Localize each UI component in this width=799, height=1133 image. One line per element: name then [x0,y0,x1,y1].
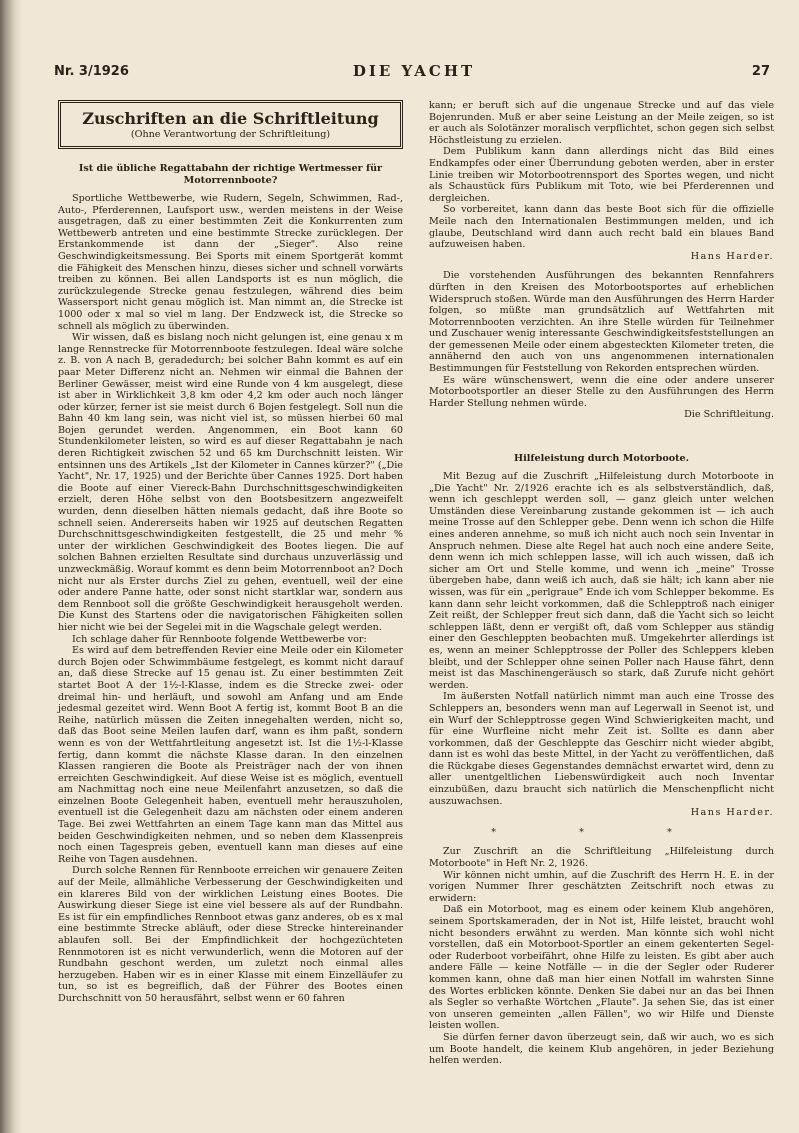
paragraph: Wir wissen, daß es bislang noch nicht gelungen ist, eine genau x m lange Rennstrecke für Motorrennboote festzulegen. Ideal wäre solche z. B. von A nach B, geradedurch; bei solcher Bahn kommt es auf ein paar Meter Differenz nicht an. Nehmen wir einmal die Bahnen der Berliner Gewässer, meist wird eine Runde von 4 km ausgelegt, diese ist aber in Wirklichkeit 3,8 km oder 4,2 km oder auch noch länger oder kürzer, ferner ist sie meist durch 6 Bojen festgelegt. Soll nun die Bahn 40 km lang sein, was nicht viel ist, so müssen hierbei 60 mal Bojen gerundet werden. Angenommen, ein Boot kann 60 Stundenkilometer leisten, so wird es auf dieser Regattabahn je nach deren Richtigkeit zwischen 52 und 65 km Durchschnitt leisten. Wir entsinnen uns des Artikels „Ist der Kilometer in Cannes kürzer?" („Die Yacht", Nr. 17, 1925) und der Berichte über Cannes 1925. Dort haben die Boote auf einer Viereck-Bahn Durchschnittsgeschwindigkeiten erzielt, deren Höhe selbst von den Bootsbesitzern angezweifelt wurden, denn dieselben hätten niemals gedacht, daß ihre Boote so schnell seien. Andererseits haben wir 1925 auf deutschen Regatten Durchschnittsgeschwindigkeiten festgestellt, die 25 und mehr % unter der wirklichen Geschwindigkeit des Bootes liegen. Die auf solchen Bahnen erzielten Resultate sind durchaus unzuverlässig und unzweckmäßig. Worauf kommt es denn beim Motorrennboot an? Doch nicht nur als Erster durchs Ziel zu gehen, eventuell, weil der eine oder andere Panne hatte, oder sonst nicht startklar war, sondern aus dem Rennboot soll die größte Geschwindigkeit herausgeholt werden. Die Kunst des Startens oder die navigatorischen Fähigkeiten sollen hier nicht wie bei der Segelei mit in die Wagschale gelegt werden. [58,332,403,633]
author-signature: Hans Harder. [690,250,774,262]
section-title-box [58,100,403,149]
editor-reply-paragraph: Die vorstehenden Ausführungen des bekannten Rennfahrers dürften in den Kreisen des Motorbootsportes auf erheblichen Widerspruch stoßen. Würde man den Ausführungen des Herrn Harder folgen, so müßte man grundsätzlich auf Wettfahrten mit Motorrennbooten verzichten. An ihre Stelle würden für Teilnehmer und Zuschauer wenig interessante Geschwindigkeitsfeststellungen an der gemessenen Meile oder einem abgesteckten Kilometer treten, die annähernd den auch von uns angenommenen internationalen Bestimmungen für Feststellung von Rekorden entsprechen würden. [429,270,774,375]
paragraph: Im äußersten Notfall natürlich nimmt man auch eine Trosse des Schleppers an, besonders wenn man auf Legerwall in Seenot ist, und ein Wurf der Schlepptrosse gegen Wind Schwierigkeiten macht, und für eine Wurfleine nicht mehr Zeit ist. Sollte es dann aber vorkommen, daß der Geschleppte das Geschirr nicht wieder abgibt, dann ist es wohl das beste Mittel, in der Yacht zu veröffentlichen, daß die Rückgabe dieses Gegenstandes demnächst erwartet wird, denn zu aller unentgeltlichen Liebenswürdigkeit auch noch Inventar einzubüßen, dazu braucht sich natürlich die Menschenpflicht nicht auszuwachsen. [429,691,774,807]
spacer [429,431,774,453]
article-heading: Ist die übliche Regattabahn der richtige Wertmesser für Motorrennboote? [78,163,383,186]
letter-paragraph: Daß ein Motorboot, mag es einem oder keinem Klub angehören, seinem Sportskameraden, der in Not ist, Hilfe leistet, braucht wohl nicht besonders erwähnt zu werden. Man könnte sich wohl nicht vorstellen, daß ein Motorboot-Sportler an einem gekenterten Segel- oder Ruderboot vorbeifährt, ohne Hilfe zu leisten. Es gibt aber auch andere Fälle — keine Notfälle — in die der Segler oder Ruderer kommen kann, ohne daß man hier einen Notfall im wahrsten Sinne des Wortes erblicken könnte. Denken Sie dabei nur an das bei Ihnen als Segler so verhaßte Wörtchen „Flaute". Ja sehen Sie, das ist einer von unseren gemeinten „allen Fällen", wo wir Hilfe und Dienste leisten wollen. [429,904,774,1032]
section-title: Zuschriften an die Schriftleitung [82,109,379,128]
magazine-page [54,0,774,1133]
right-column [429,100,774,1067]
paragraph: Dem Publikum kann dann allerdings nicht das Bild eines Endkampfes oder einer Überrundung geboten werden, aber in erster Linie treiben wir Motorbootrennsport des Sportes wegen, und nicht als Schaustück fürs Publikum mit Toto, wie bei Pferderennen und dergleichen. [429,146,774,204]
paragraph: kann; er beruft sich auf die ungenaue Strecke und auf das viele Bojenrunden. Muß er aber seine Leistung an der Meile zeigen, so ist er auch als Solotänzer moralisch verpflichtet, schon gegen sich selbst Höchstleistung zu erzielen. [429,100,774,146]
letter-paragraph: Sie dürfen ferner davon überzeugt sein, daß wir auch, wo es sich um Boote handelt, die keinem Klub angehören, in jeder Beziehung helfen werden. [429,1031,774,1067]
letter-paragraph: Wir können nicht umhin, auf die Zuschrift des Herrn H. E. in der vorigen Nummer Ihrer geschätzten Zeitschrift noch etwas zu erwidern: [429,869,774,904]
magazine-title: DIE YACHT [352,62,476,80]
section-subtitle: (Ohne Verantwortung der Schriftleitung) [130,129,331,140]
paragraph: Ich schlage daher für Rennboote folgende Wettbewerbe vor: [72,633,367,645]
paragraph: Es wird auf dem betreffenden Revier eine Meile oder ein Kilometer durch Bojen oder Schwimmbäume festgelegt, es kommt nicht darauf an, daß diese Strecke auf 15 genau ist. Zu einer bestimmten Zeit startet Boot A der 1½-l-Klasse, indem es die Strecke zwei- oder dreimal hin- und herläuft, und sowohl am Anfang und am Ende jedesmal gezeitet wird. Wenn Boot A fertig ist, kommt Boot B an die Reihe, natürlich müssen die Zeiten innegehalten werden, nicht so, daß das Boot seine Meilen laufen darf, wann es ihm paßt, sondern wenn es von der Wettfahrtleitung angesetzt ist. Ist die 1½-l-Klasse fertig, dann kommt die nächste Klasse daran. In den einzelnen Klassen rangieren die Boote als Preisträger nach der von ihnen erreichten Geschwindigkeit. Auf diese Weise ist es möglich, eventuell am Nachmittag noch eine neue Meilenfahrt anzusetzen, so daß die einzelnen Boote Gelegenheit haben, eventuell mehr herauszuholen, eventuell ist die Gelegenheit dazu am nächsten oder einem anderen Tage. Bei zwei Wettfahrten an einem Tage kann man das Mittel aus beiden Geschwindigkeiten nehmen, und so neben dem Klassenpreis noch einen Tagespreis geben, eventuell kann man dieses auf eine Reihe von Tagen ausdehnen. [58,645,403,865]
editor-reply-paragraph: Es wäre wünschenswert, wenn die eine oder andere unserer Motorbootsportler an dieser Stelle zu den Ausführungen des Herrn Harder Stellung nehmen würde. [429,374,774,409]
editor-signature: Die Schriftleitung. [684,409,774,421]
author-signature: Hans Harder. [690,807,774,819]
letter-paragraph: Zur Zuschrift an die Schriftleitung „Hilfeleistung durch Motorboote" in Heft Nr. 2, 1926. [429,846,774,870]
paragraph: Sportliche Wettbewerbe, wie Rudern, Segeln, Schwimmen, Rad-, Auto-, Pferderennen, Laufsport usw., werden meistens in der Weise ausgetragen, daß zu einer bestimmten Zeit die Konkurrenten zum Wettbewerb antreten und eine bestimmte Strecke zurücklegen. Der Erstankommende ist dann der „Sieger". Also reine Geschwindigkeitsmessung. Bei Sports mit einem Sportgerät kommt die Fähigkeit des Menschen hinzu, dieses sicher und schnell vorwärts treiben zu können. Bei allen Landsports ist es nun möglich, die zurückzulegende Strecke genau festzulegen, während dies beim Wassersport nicht genau möglich ist. Man nimmt an, die Strecke ist 1000 oder x mal so viel m lang. Der Endzweck ist, die Strecke so schnell als möglich zu überwinden. [58,193,403,332]
paragraph: Durch solche Rennen für Rennboote erreichen wir genauere Zeiten auf der Meile, allmähliche Verbesserung der Geschwindigkeiten und ein klareres Bild von der wirklichen Leistung eines Bootes. Die Auswirkung dieser Siege ist eine viel bessere als auf der Rundbahn. Es ist für ein empfindliches Rennboot etwas ganz anderes, ob es x mal eine bestimmte Strecke abläuft, oder diese Strecke hintereinander ablaufen soll. Bei der Empfindlichkeit der hochgezüchteten Rennmotoren ist es nicht verwunderlich, wenn die Motoren auf der Rundbahn geschont werden, um zuletzt noch einmal alles herzugeben. Haben wir es in einer Klasse mit einem Einzelläufer zu tun, so ist es begreiflich, daß der Führer des Bootes einen Durchschnitt von 50 herausfährt, selbst wenn er 60 fahren [58,865,403,1004]
page-header [54,62,774,86]
separator-stars: * * * [491,826,712,838]
book-binding-shadow [0,0,22,1133]
left-column [58,100,403,1005]
paragraph: Mit Bezug auf die Zuschrift „Hilfeleistung durch Motorboote in „Die Yacht" Nr. 2/1926 erachte ich es als selbstverständlich, daß, wenn ich geschleppt werden soll, — ganz gleich unter welchen Umständen diese Vereinbarung zustande gekommen ist — ich auch meine Trosse auf den Schlepper gebe. Denn wenn ich schon die Hilfe eines anderen annehme, so muß ich nicht auch noch sein Inventar in Anspruch nehmen. Diese alte Regel hat auch noch eine andere Seite, denn wenn ich mich schleppen lasse, will ich auch wissen, daß ich sicher am Ort und Stelle komme, und wenn ich „meine" Trosse übergeben habe, dann weiß ich auch, daß sie hält; ich kann aber nie wissen, was für ein „perlgraue" Ende ich vom Schlepper bekomme. Es kann dann sehr leicht vorkommen, daß die Schlepptroß nach einiger Zeit reißt, der Schlepper freut sich dann, daß die Yacht sich so leicht schleppen läßt, denn er vergißt oft, daß vom Schlepper aus ständig einer den Geschleppten beobachten muß. Umgekehrter allerdings ist es, wenn an meiner Schlepptrosse der Poller des Schleppers kleben bleibt, und der Schlepper ohne seinen Poller nach Hause fährt, denn meist ist das Maschinengeräusch so stark, daß Zurufe nicht gehört werden. [429,471,774,691]
article-heading: Hilfeleistung durch Motorboote. [514,453,689,465]
paragraph: So vorbereitet, kann dann das beste Boot sich für die offizielle Meile nach den Internationalen Bestimmungen melden, und ich glaube, Deutschland wird dann auch recht bald ein blaues Band aufzuweisen haben. [429,204,774,251]
issue-number: Nr. 3/1926 [54,64,129,79]
page-number: 27 [751,64,770,79]
